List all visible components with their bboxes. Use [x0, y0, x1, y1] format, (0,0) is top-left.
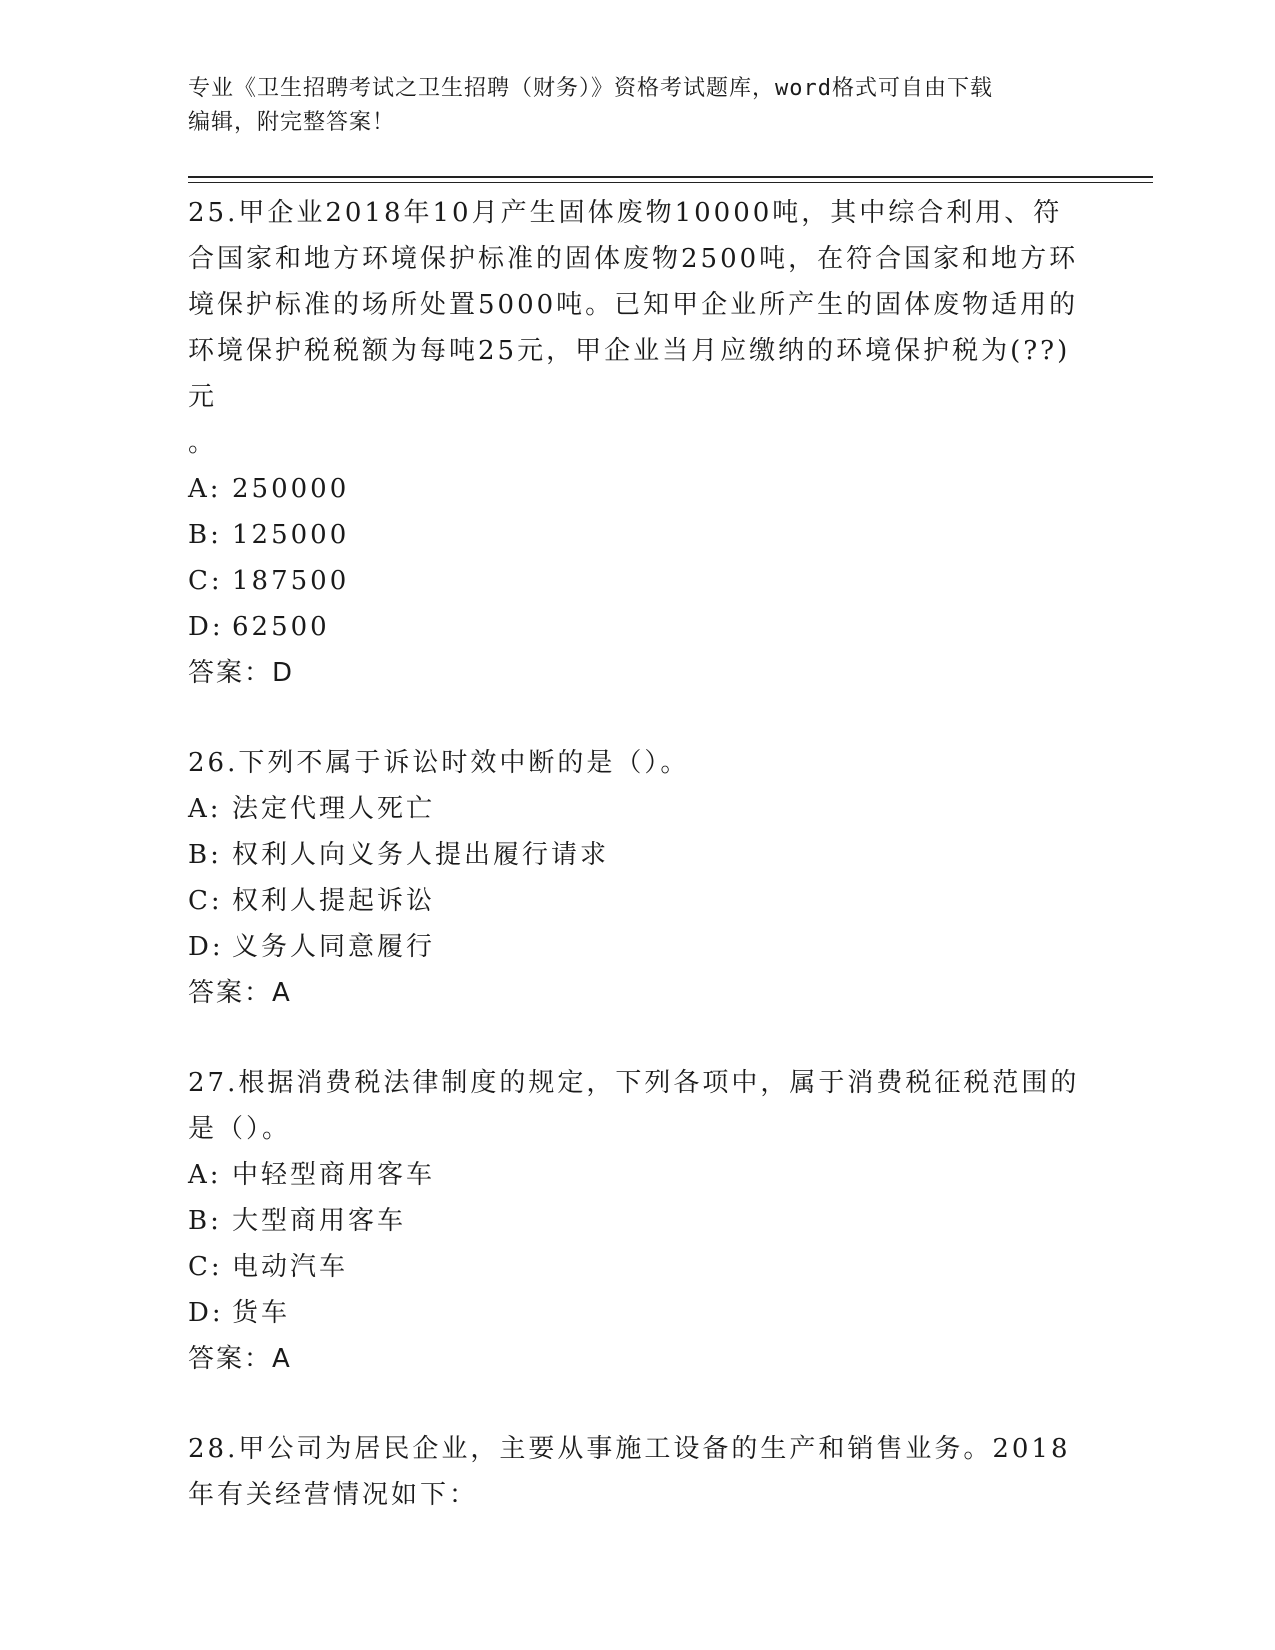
option-b — [188, 832, 1088, 878]
question-stem: 27.根据消费税法律制度的规定，下列各项中，属于消费税征税范围的是（）。 — [188, 1068, 1080, 1144]
option-text: 义务人同意履行 — [232, 932, 436, 962]
option-letter: A: — [188, 1160, 222, 1190]
option-a — [188, 786, 1088, 832]
option-b — [188, 512, 1088, 558]
answer-line: 答案：A — [188, 1344, 292, 1374]
question-stem: 26.下列不属于诉讼时效中断的是（）。 — [188, 748, 690, 778]
option-text: 250000 — [232, 474, 350, 504]
option-letter: C: — [188, 1252, 223, 1282]
option-text: 大型商用客车 — [232, 1206, 407, 1236]
option-text: 货车 — [232, 1298, 291, 1328]
option-letter: A: — [188, 794, 222, 824]
option-text: 125000 — [232, 520, 350, 550]
option-text: 权利人提起诉讼 — [232, 886, 436, 916]
header-rule-thin — [188, 182, 1153, 183]
option-c — [188, 558, 1088, 604]
option-text: 中轻型商用客车 — [232, 1160, 436, 1190]
question-25 — [188, 190, 1088, 696]
answer-line: 答案：D — [188, 658, 295, 688]
option-letter: D: — [188, 932, 224, 962]
option-letter: B: — [188, 840, 222, 870]
question-27 — [188, 1060, 1088, 1382]
option-letter: A: — [188, 474, 222, 504]
option-d — [188, 1290, 1088, 1336]
option-text: 62500 — [232, 612, 330, 642]
document-header — [188, 72, 1088, 140]
option-text: 187500 — [232, 566, 350, 596]
question-gap — [188, 1382, 1088, 1426]
option-letter: D: — [188, 612, 224, 642]
header-line-2: 编辑，附完整答案！ — [188, 110, 396, 135]
header-rule-thick — [188, 176, 1153, 178]
question-26 — [188, 740, 1088, 1016]
option-a — [188, 1152, 1088, 1198]
option-letter: C: — [188, 566, 223, 596]
option-a — [188, 466, 1088, 512]
answer-line: 答案：A — [188, 978, 292, 1008]
question-stem: 25.甲企业2018年10月产生固体废物10000吨，其中综合利用、符合国家和地方环境保护标准的固体废物2500吨，在符合国家和地方环境保护标准的场所处置5000吨。已知甲企业所产生的固体废物适用的环境保护税税额为每吨25元，甲企业当月应缴纳的环境保护税为(??)元 — [188, 198, 1079, 412]
option-c — [188, 1244, 1088, 1290]
option-d — [188, 924, 1088, 970]
option-b — [188, 1198, 1088, 1244]
question-stem: 28.甲公司为居民企业，主要从事施工设备的生产和销售业务。2018年有关经营情况如下： — [188, 1434, 1071, 1510]
question-stem-tail: 。 — [188, 428, 218, 458]
question-list — [188, 190, 1088, 1518]
question-28 — [188, 1426, 1088, 1518]
option-c — [188, 878, 1088, 924]
header-line-1: 专业《卫生招聘考试之卫生招聘（财务）》资格考试题库，word格式可自由下载 — [188, 76, 993, 101]
question-gap — [188, 696, 1088, 740]
option-letter: B: — [188, 1206, 222, 1236]
option-text: 权利人向义务人提出履行请求 — [232, 840, 610, 870]
option-text: 法定代理人死亡 — [232, 794, 436, 824]
option-letter: B: — [188, 520, 222, 550]
question-gap — [188, 1016, 1088, 1060]
option-text: 电动汽车 — [232, 1252, 349, 1282]
option-letter: C: — [188, 886, 223, 916]
option-d — [188, 604, 1088, 650]
option-letter: D: — [188, 1298, 224, 1328]
